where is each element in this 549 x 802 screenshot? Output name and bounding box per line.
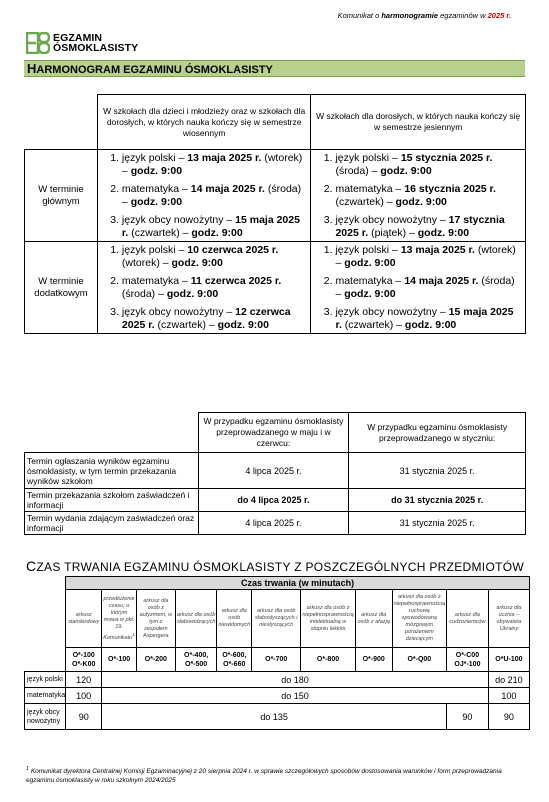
duration-value: 120 <box>66 672 102 688</box>
duration-value: 90 <box>447 704 489 730</box>
sheet-code: O*-400, O*-500 <box>175 648 217 672</box>
exam-time: godz. 9:00 <box>130 195 183 208</box>
footnote <box>26 765 526 785</box>
schedule-row-main <box>25 150 526 242</box>
section-banner <box>24 60 525 77</box>
exam-item <box>122 306 307 331</box>
exam-date: 15 maja 2025 r. <box>121 214 300 239</box>
duration-value: do 150 <box>102 688 489 704</box>
exam-item <box>122 275 307 300</box>
subject-label: matematyka <box>25 688 66 704</box>
exam-item <box>335 183 521 208</box>
results-label: Termin ogłaszania wyników egzaminu ósmoklasisty, w tym termin przekazania wyników szkołom <box>25 453 199 489</box>
sheet-description: arkusz dla cudzoziemców <box>447 590 489 648</box>
exam-day: (środa) – <box>121 287 167 300</box>
section2-rest: ZAS TRWANIA EGZAMINU ÓSMOKLASISTY Z POSZCZEGÓLNYCH PRZEDMIOTÓW <box>36 560 524 574</box>
sheet-code: O*-800 <box>301 648 355 672</box>
sheet-code: O*-700 <box>252 648 301 672</box>
schedule-row-additional <box>25 242 526 334</box>
exam-date: 10 czerwca 2025 r. <box>187 244 279 256</box>
exam-subject: język polski – <box>335 152 401 164</box>
exam-item <box>335 275 521 300</box>
schedule-table <box>24 94 526 334</box>
results-row <box>25 489 526 512</box>
blank-cell <box>25 95 98 150</box>
exam-item <box>335 214 521 239</box>
exam-date: 14 maja 2025 r. <box>190 183 265 195</box>
results-value: do 4 lipca 2025 r. <box>198 489 349 512</box>
exam-date: 13 maja 2025 r. <box>400 244 475 256</box>
exam-time: godz. 9:00 <box>130 164 183 177</box>
schedule-cell <box>311 150 526 242</box>
sheet-code: O*-900 <box>355 648 392 672</box>
exam-date: 12 czerwca 2025 r. <box>121 306 291 331</box>
sheet-code: O*-100 O*-K00 <box>66 648 102 672</box>
sheet-description: arkusz dla ucznia – obywatela Ukrainy <box>488 590 529 648</box>
sheet-code: O*U-100 <box>488 648 529 672</box>
blank-cell <box>25 648 66 672</box>
exam-time: godz. 9:00 <box>380 164 432 177</box>
sheet-code: O*-Q00 <box>392 648 446 672</box>
exam-date: 16 stycznia 2025 r. <box>404 183 496 195</box>
duration-header: Czas trwania (w minutach) <box>66 577 530 590</box>
results-label: Termin wydania zdającym zaświadczeń oraz informacji <box>25 512 199 535</box>
section-title-duration <box>26 558 524 574</box>
logo-text <box>53 33 138 54</box>
exam-time: godz. 9:00 <box>171 256 223 269</box>
results-value: 4 lipca 2025 r. <box>198 512 349 535</box>
sheet-description: arkusz standardowy <box>66 590 102 648</box>
exam-item <box>122 244 307 269</box>
results-value: 31 stycznia 2025 r. <box>349 512 526 535</box>
exam-item <box>335 244 521 269</box>
exam-subject: matematyka – <box>121 275 191 287</box>
exam-date: 14 maja 2025 r. <box>404 275 479 287</box>
sheet-description: arkusz dla osób z niepełnosprawnością intelektualną w stopniu lekkim <box>301 590 355 648</box>
sheet-description: arkusz dla osób słabowidzących <box>175 590 217 648</box>
sheet-code: O*-200 <box>136 648 175 672</box>
duration-value: 100 <box>66 688 102 704</box>
exam-date: 17 stycznia 2025 r. <box>335 214 505 239</box>
exam-day: (piątek) – <box>368 226 418 239</box>
exam-time: godz. 9:00 <box>166 287 219 300</box>
row-label: W terminie dodatkowym <box>25 242 98 334</box>
exam-subject: matematyka – <box>121 183 191 195</box>
exam-time: godz. 9:00 <box>417 226 470 239</box>
sheet-code: O*-100 <box>102 648 137 672</box>
results-value: 4 lipca 2025 r. <box>198 453 349 489</box>
duration-row <box>25 704 530 730</box>
banner-initial: H <box>27 61 37 76</box>
results-row <box>25 512 526 535</box>
exam-date: 15 stycznia 2025 r. <box>400 152 493 164</box>
note-bold: harmonogramie <box>381 11 439 20</box>
duration-value: do 180 <box>102 672 489 688</box>
sheet-description: arkusz dla osób z niepełnosprawnością ruchową spowodowaną mózgowym porażeniem dziecięcym <box>392 590 446 648</box>
sheet-description: arkusz dla osób niewidomych <box>217 590 252 648</box>
note-year: 2025 r. <box>487 11 511 20</box>
footnote-marker: 1 <box>26 766 30 772</box>
exam-subject: język obcy nowożytny – <box>121 306 236 318</box>
exam-subject: matematyka – <box>335 183 405 195</box>
exam-item <box>122 214 307 239</box>
exam-day: (wtorek) – <box>121 256 172 269</box>
subject-label: język polski <box>25 672 66 688</box>
schedule-cell <box>97 150 311 242</box>
exam-time: godz. 9:00 <box>344 256 396 269</box>
results-row <box>25 453 526 489</box>
results-col-january: W przypadku egzaminu ósmoklasisty przeprowadzanego w styczniu: <box>349 413 526 453</box>
exam-time: godz. 9:00 <box>191 226 243 239</box>
exam-day: (środa) – <box>335 275 515 300</box>
schedule-cell <box>97 242 311 334</box>
note-middle: egzaminów w <box>438 11 488 20</box>
exam-day: (środa) – <box>121 183 302 208</box>
e8-logo-icon <box>26 32 50 54</box>
blank-cell <box>25 413 199 453</box>
exam-subject: język obcy nowożytny – <box>121 214 236 226</box>
exam-time: godz. 9:00 <box>217 318 269 331</box>
footnote-ref: 1 <box>132 631 135 637</box>
blank-cell <box>25 577 66 590</box>
row-label: W terminie głównym <box>25 150 98 242</box>
exam-item <box>335 152 521 177</box>
results-value: do 31 stycznia 2025 r. <box>349 489 526 512</box>
logo-line1: EGZAMIN <box>53 31 103 44</box>
exam-day: (czwartek) – <box>154 318 218 331</box>
logo-line2: ÓSMOKLASISTY <box>53 42 139 54</box>
results-table <box>24 412 526 535</box>
exam-item <box>335 306 521 331</box>
sheet-code: O*-C00 OJ*-100 <box>447 648 489 672</box>
exam-item <box>122 183 307 208</box>
exam-day: (środa) – <box>335 164 381 177</box>
duration-value: 100 <box>488 688 529 704</box>
exam-subject: język polski – <box>335 244 401 256</box>
exam-subject: język polski – <box>121 152 188 164</box>
duration-value: do 135 <box>102 704 447 730</box>
exam-subject: język obcy nowożytny – <box>335 214 449 226</box>
exam-subject: matematyka – <box>335 275 405 287</box>
exam-day: (wtorek) – <box>335 244 516 269</box>
exam-day: (czwartek) – <box>128 226 192 239</box>
duration-row <box>25 688 530 704</box>
duration-table <box>24 576 530 730</box>
duration-row <box>25 672 530 688</box>
logo <box>26 32 138 54</box>
exam-item <box>122 152 307 177</box>
exam-subject: język obcy nowożytny – <box>335 306 449 318</box>
exam-day: (czwartek) – <box>335 195 396 208</box>
duration-value: do 210 <box>488 672 529 688</box>
sheet-description: arkusz dla osób słabosłyszących i niesłyszących <box>252 590 301 648</box>
schedule-cell <box>311 242 526 334</box>
header-note <box>338 11 511 20</box>
duration-value: 90 <box>488 704 529 730</box>
sheet-description: arkusz dla osób z afazją <box>355 590 392 648</box>
section2-initial: C <box>26 558 37 574</box>
sheet-code: O*-600, O*-660 <box>217 648 252 672</box>
exam-day: (wtorek) – <box>121 152 303 177</box>
blank-cell <box>25 590 66 648</box>
exam-date: 15 maja 2025 r. <box>335 306 514 331</box>
footnote-text: Komunikat dyrektora Centralnej Komisji Egzaminacyjnej z 20 sierpnia 2024 r. w sprawie szczegółowych sposobów dostosowania warunków i form przeprowadzania egzaminu ósmoklasisty w roku szkolnym 2024/2025 <box>26 768 502 785</box>
schedule-col-spring: W szkołach dla dzieci i młodzieży oraz w szkołach dla dorosłych, w których nauka kończy się w semestrze wiosennym <box>97 95 311 150</box>
banner-rest: ARMONOGRAM EGZAMINU ÓSMOKLASISTY <box>36 64 273 76</box>
results-label: Termin przekazania szkołom zaświadczeń i informacji <box>25 489 199 512</box>
sheet-description: arkusz dla osób z autyzmem, w tym z zespołem Aspergera <box>136 590 175 648</box>
duration-value: 90 <box>66 704 102 730</box>
results-col-may: W przypadku egzaminu ósmoklasisty przeprowadzanego w maju i w czerwcu: <box>198 413 349 453</box>
exam-date: 13 maja 2025 r. <box>187 152 262 164</box>
note-prefix: Komunikat o <box>337 11 382 20</box>
subject-label: język obcy nowożytny <box>25 704 66 730</box>
results-value: 31 stycznia 2025 r. <box>349 453 526 489</box>
schedule-col-autumn: W szkołach dla dorosłych, w których nauka kończy się w semestrze jesiennym <box>311 95 526 150</box>
exam-time: godz. 9:00 <box>395 195 447 208</box>
exam-date: 11 czerwca 2025 r. <box>190 275 282 287</box>
exam-subject: język polski – <box>121 244 188 256</box>
sheet-description: przedłużenie czasu, o którym mowa w pkt. 19. Komunikatu$^1$ <box>102 590 137 648</box>
exam-time: godz. 9:00 <box>404 318 457 331</box>
exam-time: godz. 9:00 <box>344 287 396 300</box>
exam-day: (czwartek) – <box>341 318 405 331</box>
